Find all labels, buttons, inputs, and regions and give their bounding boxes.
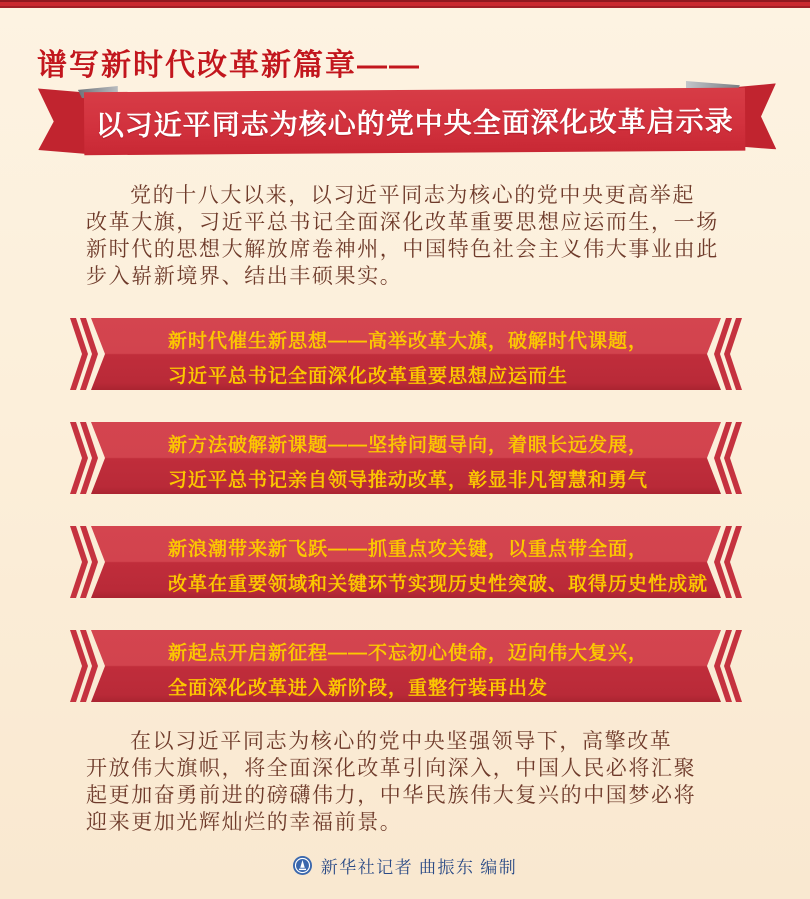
conclusion-line: 迎来更加光辉灿烂的幸福前景。 xyxy=(86,810,403,834)
highlight-line: 新起点开启新征程——不忘初心使命，迈向伟大复兴， xyxy=(168,643,649,664)
kicker-title: 谱写新时代改革新篇章—— xyxy=(37,49,421,82)
highlight-line: 改革在重要领域和关键环节实现历史性突破、取得历史性成就 xyxy=(168,574,709,595)
conclusion-line: 在以习近平同志为核心的党中央坚强领导下，高擎改革 xyxy=(130,729,673,753)
conclusion-line: 开放伟大旗帜，将全面深化改革引向深入，中国人民必将汇聚 xyxy=(86,756,697,780)
highlight-line: 新时代催生新思想——高举改革大旗，破解时代课题， xyxy=(168,331,649,352)
highlight-ribbon-1 xyxy=(70,318,742,390)
xinhua-news-agency-logo-icon xyxy=(293,856,312,875)
footer-credit-row xyxy=(0,853,810,877)
footer-credit-text: 新华社记者 曲振东 编制 xyxy=(320,857,518,877)
highlight-line: 习近平总书记亲自领导推动改革，彰显非凡智慧和勇气 xyxy=(168,470,649,491)
highlight-ribbon-2 xyxy=(70,422,742,494)
intro-line: 改革大旗，习近平总书记全面深化改革重要思想应运而生，一场 xyxy=(86,210,719,234)
highlight-line: 习近平总书记全面深化改革重要思想应运而生 xyxy=(168,366,569,387)
banner-title: 以习近平同志为核心的党中央全面深化改革启示录 xyxy=(84,88,745,156)
highlight-line: 全面深化改革进入新阶段，重整行装再出发 xyxy=(168,678,549,699)
intro-line: 新时代的思想大解放席卷神州，中国特色社会主义伟大事业由此 xyxy=(86,237,719,261)
conclusion-paragraph xyxy=(86,728,730,836)
highlight-ribbon-4 xyxy=(70,630,742,702)
highlight-ribbon-3 xyxy=(70,526,742,598)
highlight-line: 新方法破解新课题——坚持问题导向，着眼长远发展， xyxy=(168,435,649,456)
highlight-line: 新浪潮带来新飞跃——抓重点攻关键，以重点带全面， xyxy=(168,539,649,560)
conclusion-line: 起更加奋勇前进的磅礴伟力，中华民族伟大复兴的中国梦必将 xyxy=(86,783,697,807)
intro-line: 党的十八大以来，以习近平同志为核心的党中央更高举起 xyxy=(130,183,695,207)
intro-line: 步入崭新境界、结出丰硕果实。 xyxy=(86,264,403,288)
intro-paragraph xyxy=(86,182,730,290)
main-banner xyxy=(0,0,810,203)
